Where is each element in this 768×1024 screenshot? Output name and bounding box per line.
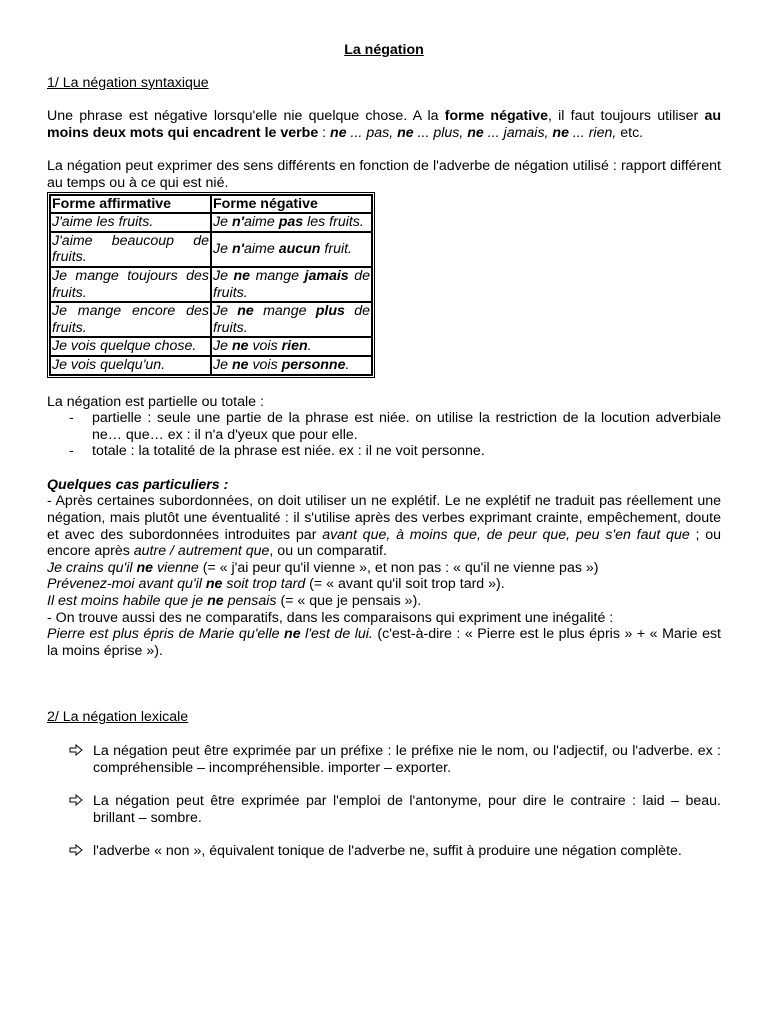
table-row bbox=[50, 356, 372, 375]
negative-cell: Je ne mange plus de fruits. bbox=[213, 303, 370, 336]
table-row bbox=[50, 267, 372, 302]
right-arrow-outline-icon bbox=[69, 744, 83, 756]
negative-cell: Je ne vois personne. bbox=[211, 356, 372, 375]
section1-meaning-paragraph: La négation peut exprimer des sens différents en fonction de l'adverbe de négation utilisé : rapport différent au temps ou à ce qui est nié. bbox=[47, 158, 721, 191]
negative-cell: Je n'aime pas les fruits. bbox=[211, 213, 372, 232]
table-row bbox=[50, 337, 372, 356]
affirmative-cell: J'aime les fruits. bbox=[50, 213, 211, 232]
list-item: La négation peut être exprimée par un préfixe : le préfixe nie le nom, ou l'adjectif, ou l'adverbe. ex : compréhensible – incompréhensible. importer – exporter. bbox=[69, 743, 721, 776]
table-header-row bbox=[50, 195, 372, 214]
partial-total-intro: La négation est partielle ou totale : bbox=[47, 393, 264, 410]
affirmative-cell: Je mange encore des fruits. bbox=[52, 303, 209, 336]
example-line: Pierre est plus épris de Marie qu'elle ne l'est de lui. (c'est-à-dire : « Pierre est le plus épris » + « Marie est la moins éprise »). bbox=[47, 626, 721, 659]
table-row bbox=[50, 232, 372, 267]
list-item: - partielle : seule une partie de la phrase est niée. on utilise la restriction de la locution adverbiale ne… que… ex : il n'a d'yeux que pour elle. bbox=[69, 410, 721, 443]
section2-heading: 2/ La négation lexicale bbox=[47, 709, 189, 726]
section1-intro-paragraph: Une phrase est négative lorsqu'elle nie quelque chose. A la forme négative, il faut toujours utiliser au moins deux mots qui encadrent le verbe : ne ... pas, ne ... plus, ne ... jamais, ne ... rien, etc. bbox=[47, 108, 722, 141]
document-page bbox=[47, 42, 721, 877]
negation-table bbox=[47, 192, 375, 378]
right-arrow-outline-icon bbox=[69, 794, 83, 806]
example-line: Je crains qu'il ne vienne (= « j'ai peur qu'il vienne », et non pas : « qu'il ne vienne pas ») bbox=[47, 559, 599, 576]
table-header-affirmative: Forme affirmative bbox=[50, 195, 211, 214]
lexical-negation-list bbox=[69, 743, 721, 860]
expletive-paragraph: - Après certaines subordonnées, on doit utiliser un ne explétif. Le ne explétif ne traduit pas réellement une négation, mais plutôt une éventualité : il s'utilise après des verbes exprimant crainte, empêchement, doute et avec des subordonnées introduites par avant que, à moins que, de peur que, peu s'en faut que ; ou encore après autre / autrement que, ou un comparatif. bbox=[47, 493, 721, 560]
affirmative-cell: Je vois quelqu'un. bbox=[50, 356, 211, 375]
affirmative-cell: Je vois quelque chose. bbox=[50, 337, 211, 356]
affirmative-cell: J'aime beaucoup de fruits. bbox=[52, 232, 209, 266]
comparative-paragraph: - On trouve aussi des ne comparatifs, dans les comparaisons qui expriment une inégalité : bbox=[47, 609, 614, 626]
list-item: La négation peut être exprimée par l'emploi de l'antonyme, pour dire le contraire : laid – beau. brillant – sombre. bbox=[69, 793, 721, 826]
list-item: l'adverbe « non », équivalent tonique de l'adverbe ne, suffit à produire une négation complète. bbox=[69, 843, 721, 860]
affirmative-cell: Je mange toujours des fruits. bbox=[52, 267, 209, 301]
negative-cell: Je ne mange jamais de fruits. bbox=[213, 267, 370, 301]
special-cases-heading: Quelques cas particuliers : bbox=[47, 476, 229, 493]
negative-cell: Je n'aime aucun fruit. bbox=[211, 232, 372, 267]
page-title: La négation bbox=[344, 42, 424, 58]
partial-total-list bbox=[69, 410, 721, 460]
negative-cell: Je ne vois rien. bbox=[211, 337, 372, 356]
section1-heading: 1/ La négation syntaxique bbox=[47, 74, 209, 91]
right-arrow-outline-icon bbox=[69, 844, 83, 856]
example-line: Prévenez-moi avant qu'il ne soit trop tard (= « avant qu'il soit trop tard »). bbox=[47, 576, 505, 593]
example-line: Il est moins habile que je ne pensais (= « que je pensais »). bbox=[47, 593, 422, 610]
table-row bbox=[50, 213, 372, 232]
table-row bbox=[50, 302, 372, 337]
table-header-negative: Forme négative bbox=[211, 195, 372, 214]
list-item: - totale : la totalité de la phrase est niée. ex : il ne voit personne. bbox=[69, 443, 721, 460]
